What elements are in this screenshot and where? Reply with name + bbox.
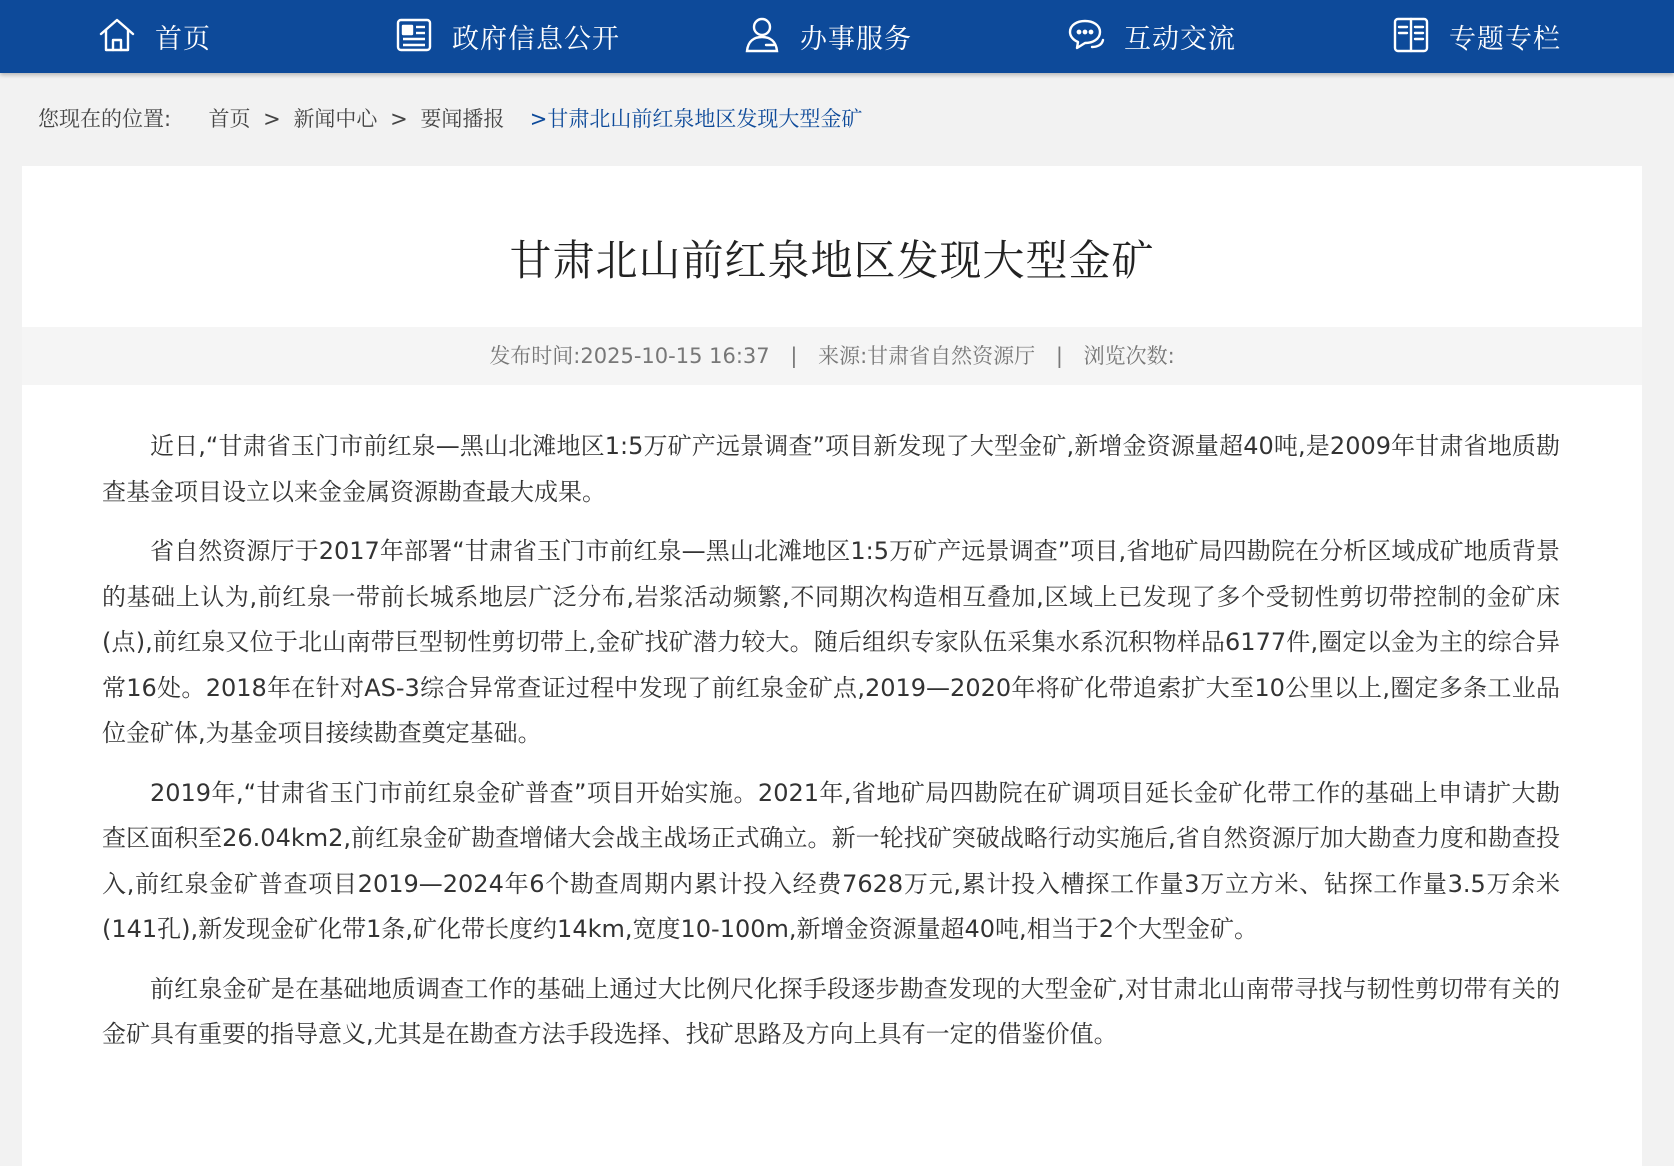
nav-item-interaction[interactable] — [1066, 0, 1236, 73]
breadcrumb-prefix: 您现在的位置: — [38, 107, 172, 131]
nav-label: 办事服务 — [800, 24, 912, 55]
nav-item-topics[interactable] — [1391, 0, 1561, 73]
article-paragraph: 2019年,“甘肃省玉门市前红泉金矿普查”项目开始实施。2021年,省地矿局四勘院在矿调项目延长金矿化带工作的基础上申请扩大勘查区面积至26.04km2,前红泉金矿勘查增储大会战主战场正式确立。新一轮找矿突破战略行动实施后,省自然资源厅加大勘查力度和勘查投入,前红泉金矿普查项目2019—2024年6个勘查周期内累计投入经费7628万元,累计投入槽探工作量3万立方米、钻探工作量3.5万余米(141孔),新发现金矿化带1条,矿化带长度约14km,宽度10-100m,新增金资源量超40吨,相当于2个大型金矿。 — [102, 778, 1560, 943]
view-count: 浏览次数: — [1083, 344, 1175, 368]
home-icon — [97, 15, 137, 59]
book-icon — [1391, 15, 1431, 59]
nav-label: 专题专栏 — [1449, 24, 1561, 55]
breadcrumb-link-home[interactable]: 首页 — [208, 107, 251, 131]
nav-item-services[interactable] — [742, 0, 912, 73]
nav-label: 首页 — [155, 24, 211, 55]
breadcrumb-separator: > — [390, 107, 408, 131]
article-meta — [22, 327, 1642, 385]
article-paragraph: 近日,“甘肃省玉门市前红泉—黑山北滩地区1:5万矿产远景调查”项目新发现了大型金矿,新增金资源量超40吨,是2009年甘肃省地质勘查基金项目设立以来金金属资源勘查最大成果。 — [102, 432, 1560, 506]
nav-item-home[interactable] — [97, 0, 211, 73]
article-body — [102, 424, 1560, 1072]
breadcrumb-link-news-center[interactable]: 新闻中心 — [293, 107, 378, 131]
breadcrumb-separator: > — [263, 107, 281, 131]
breadcrumb-current-page[interactable]: >甘肃北山前红泉地区发现大型金矿 — [529, 107, 863, 131]
article-card — [22, 166, 1642, 1166]
publish-time: 发布时间:2025-10-15 16:37 — [489, 344, 770, 368]
chat-icon — [1066, 15, 1106, 59]
top-navigation — [0, 0, 1674, 73]
nav-label: 政府信息公开 — [452, 24, 620, 55]
article-paragraph: 前红泉金矿是在基础地质调查工作的基础上通过大比例尺化探手段逐步勘查发现的大型金矿,对甘肃北山南带寻找与韧性剪切带有关的金矿具有重要的指导意义,尤其是在勘查方法手段选择、找矿思路及方向上具有一定的借鉴价值。 — [102, 974, 1560, 1048]
nav-item-gov-info[interactable] — [394, 0, 620, 73]
breadcrumb — [38, 103, 862, 133]
document-icon — [394, 15, 434, 59]
breadcrumb-link-headline-news[interactable]: 要闻播报 — [420, 107, 505, 131]
nav-label: 互动交流 — [1124, 24, 1236, 55]
article-title: 甘肃北山前红泉地区发现大型金矿 — [509, 236, 1155, 285]
article-paragraph: 省自然资源厅于2017年部署“甘肃省玉门市前红泉—黑山北滩地区1:5万矿产远景调查”项目,省地矿局四勘院在分析区域成矿地质背景的基础上认为,前红泉一带前长城系地层广泛分布,岩浆活动频繁,不同期次构造相互叠加,区域上已发现了多个受韧性剪切带控制的金矿床(点),前红泉又位于北山南带巨型韧性剪切带上,金矿找矿潜力较大。随后组织专家队伍采集水系沉积物样品6177件,圈定以金为主的综合异常16处。2018年在针对AS-3综合异常查证过程中发现了前红泉金矿点,2019—2020年将矿化带追索扩大至10公里以上,圈定多条工业品位金矿体,为基金项目接续勘查奠定基础。 — [102, 537, 1560, 747]
meta-divider: | — [1055, 344, 1063, 368]
user-icon — [742, 15, 782, 59]
meta-divider: | — [790, 344, 798, 368]
article-source: 来源:甘肃省自然资源厅 — [818, 344, 1036, 368]
